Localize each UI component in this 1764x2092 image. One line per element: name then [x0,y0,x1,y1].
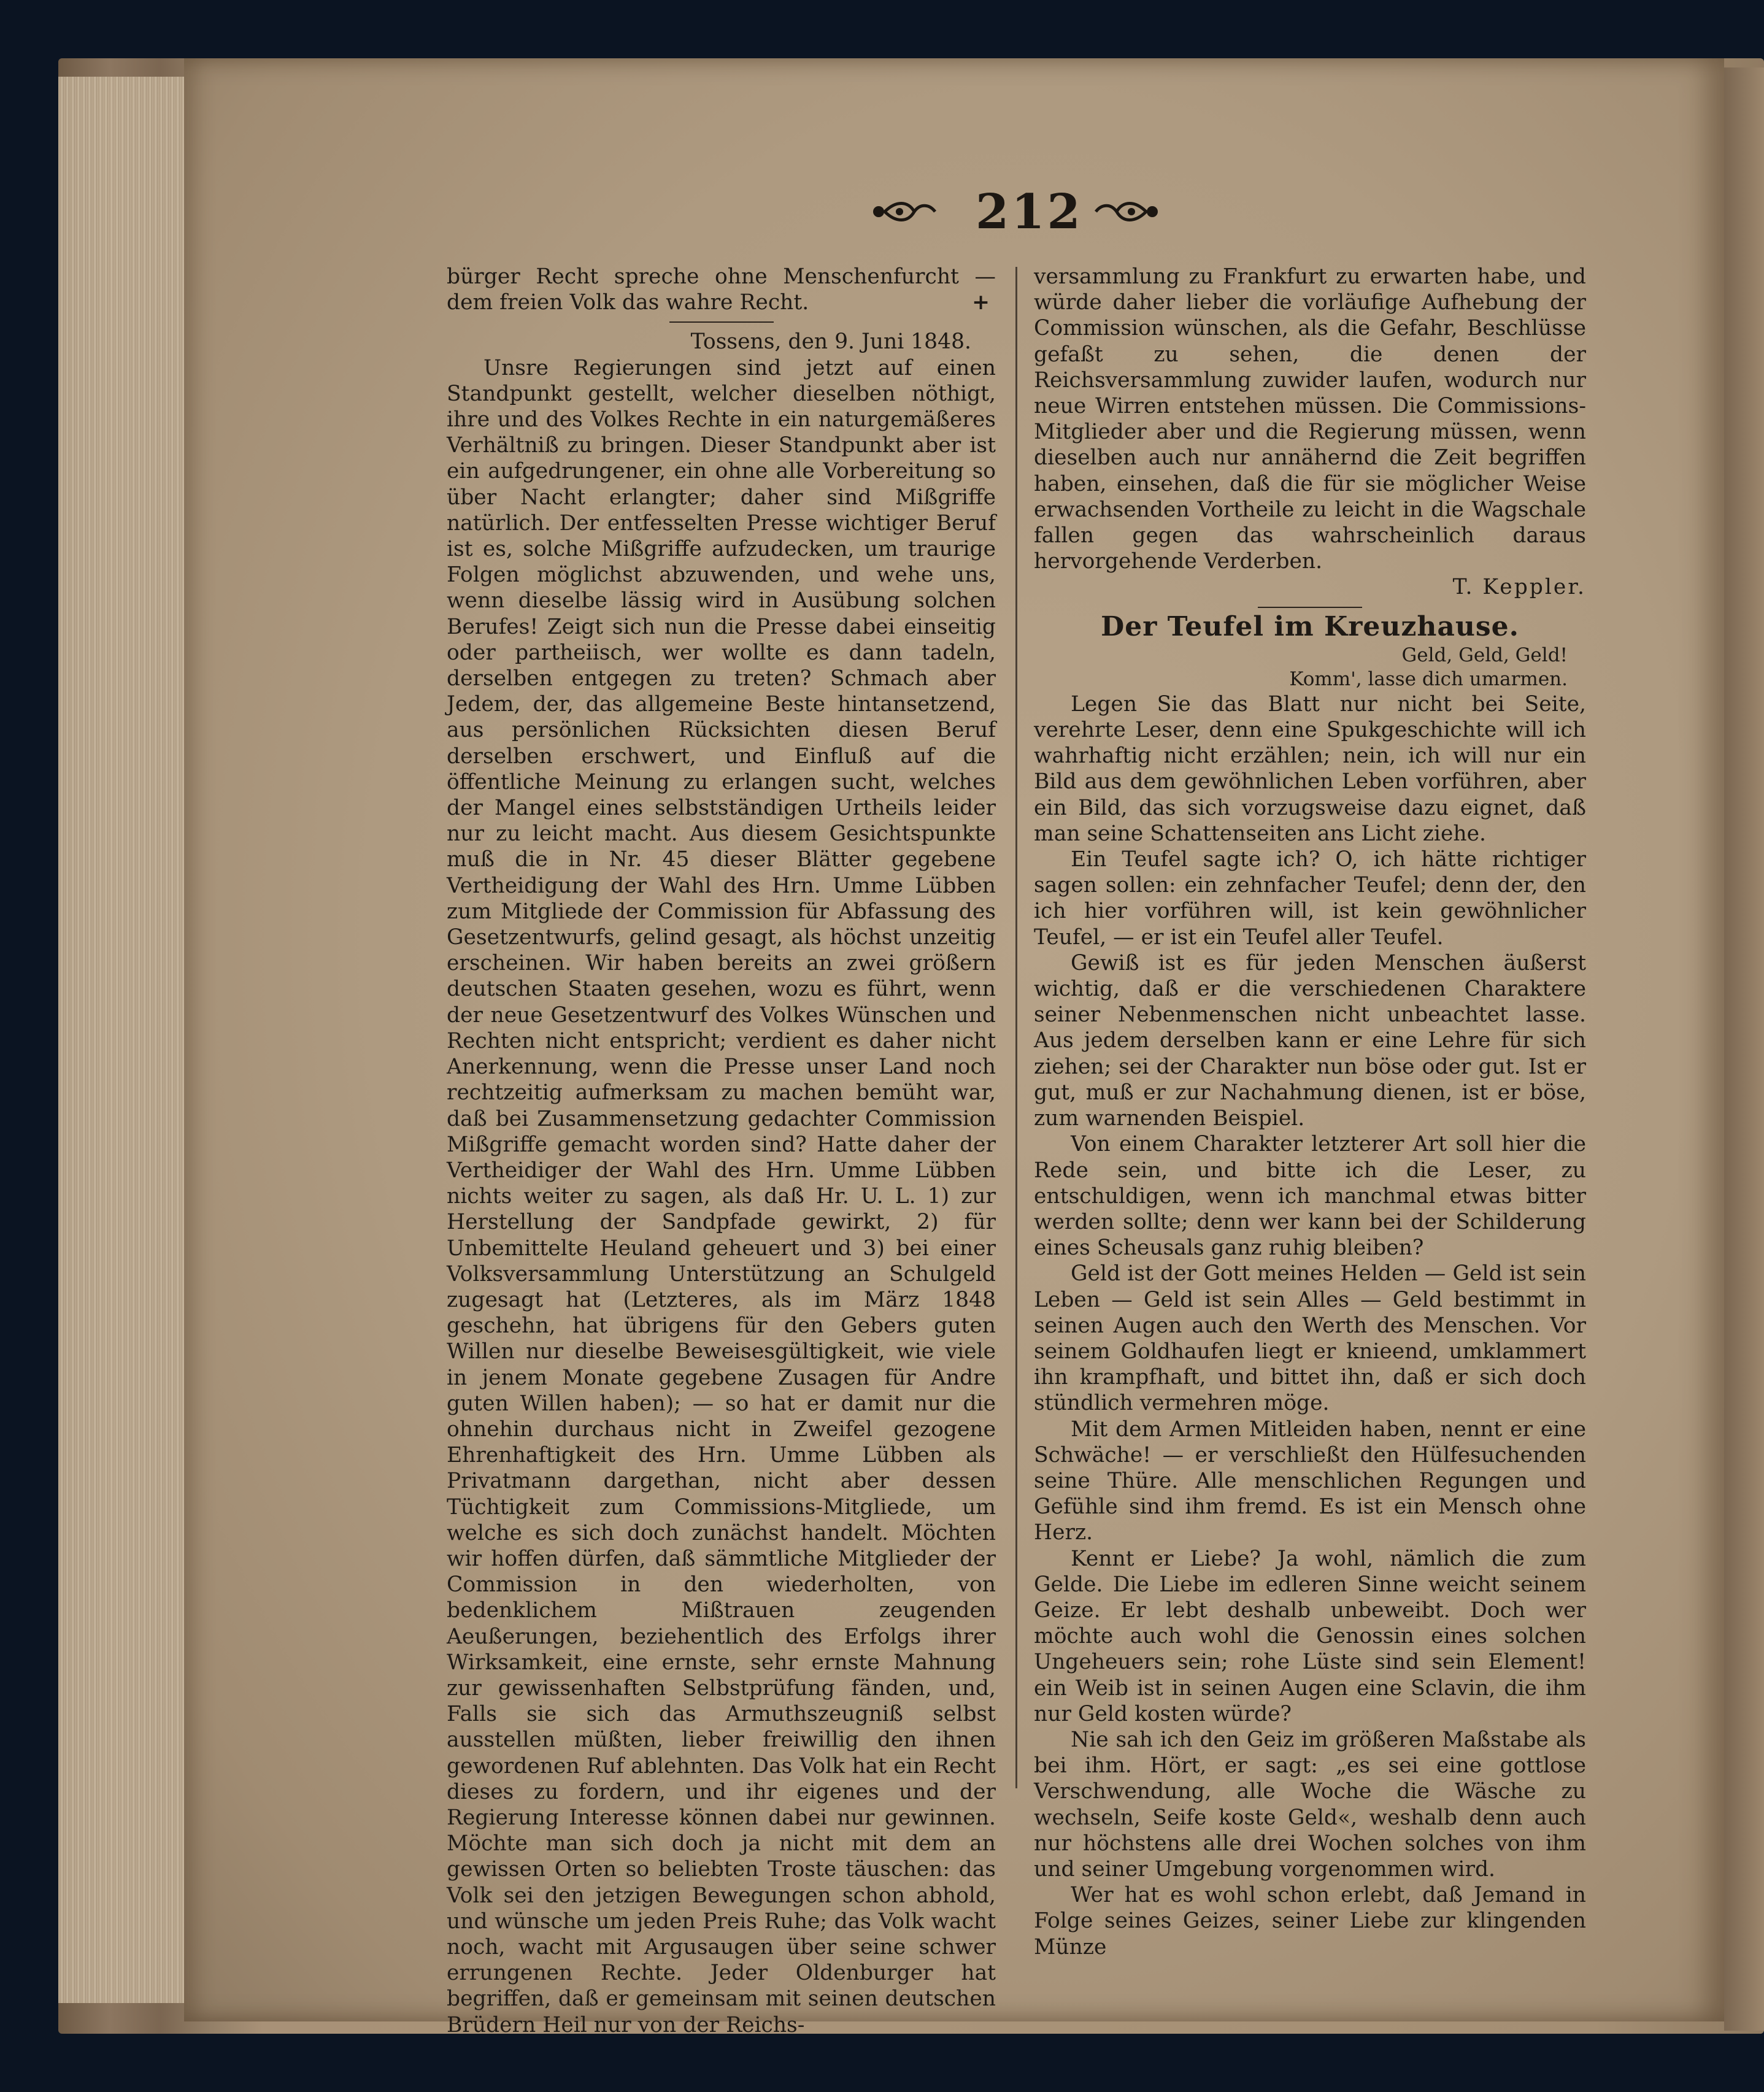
page-number: 212 [976,184,1083,240]
opening-text: bürger Recht spreche ohne Menschenfurcht — dem freien Volk das wahre Recht. [447,264,996,315]
article-paragraph: Legen Sie das Blatt nur nicht bei Seite, verehrte Leser, denn eine Spukgeschichte will ich wahrhaftig nicht erzählen; nein, ich will nur ein Bild aus dem gewöhnlichen Leben vorführen, aber ein Bild, das sich vorzugsweise dazu eignet, daß man seine Schattenseiten ans Licht ziehe. [1034,691,1586,846]
dateline: Tossens, den 9. Juni 1848. [690,329,971,355]
article-paragraph: Nie sah ich den Geiz im größeren Maßstabe als bei ihm. Hört, er sagt: „es sei eine gottlose Verschwendung, alle Woche die Wäsche zu wechseln, Seife koste Geld«, weshalb denn auch nur höchstens alle drei Wochen solches von ihm und seiner Umgebung vorgenommen wird. [1034,1727,1586,1882]
right-page-edge [1724,67,1764,2031]
left-opening-text [447,264,996,315]
left-ornament-icon [871,198,939,225]
right-continuation: versammlung zu Frankfurt zu erwarten habe, und würde daher lieber die vorläufige Aufhebung der Commission wünschen, als die Gefahr, Beschlüsse gefaßt zu sehen, die denen der Reichsversammlung zuwider laufen, wodurch nur neue Wirren entstehen müssen. Die Commissions-Mitglieder aber und die Regierung müssen, wenn dieselben auch nur annähernd die Zeit begriffen haben, einsehen, daß die für sie möglicher Weise erwachsenden Vortheile zu leicht in die Wagschale fallen gegen das wahrscheinlich daraus hervorgehende Verderben. [1034,264,1586,574]
right-column [1034,264,1586,1960]
article-paragraph: Gewiß ist es für jeden Menschen äußerst wichtig, daß er die verschiedenen Charaktere seiner Nebenmenschen nicht unbeachtet lasse. Aus jedem derselben kann er eine Lehre für sich ziehen; sei der Charakter nun böse oder gut. Ist er gut, muß er zur Nachahmung dienen, ist er böse, zum warnenden Beispiel. [1034,950,1586,1131]
article-paragraph: Ein Teufel sagte ich? O, ich hätte richtiger sagen sollen: ein zehnfacher Teufel; denn der, den ich hier vorführen will, ist kein gewöhnlicher Teufel, — er ist ein Teufel aller Teufel. [1034,847,1586,950]
motto-line-2: Komm', lasse dich umarmen. [1289,667,1568,690]
motto-line-1: Geld, Geld, Geld! [1401,644,1568,666]
separator-rule-2 [1258,607,1362,608]
article-paragraph: Kennt er Liebe? Ja wohl, nämlich die zum Gelde. Die Liebe im edleren Sinne weicht seinem Geize. Er lebt deshalb unbeweibt. Doch wer möchte auch wohl die Genossin eines solchen Ungeheuers sein; rohe Lüste sind sein Element! ein Weib ist in seinen Augen eine Sclavin, die ihm nur Geld kosten würde? [1034,1546,1586,1726]
article-paragraph: Geld ist der Gott meines Helden — Geld ist sein Leben — Geld ist sein Alles — Geld bestimmt in seinen Augen auch den Werth des Menschen. Vor seinem Goldhaufen liegt er knieend, umklammert ihn krampfhaft, und bittet ihn, daß er sich doch stündlich vermehren möge. [1034,1261,1586,1416]
author-signature: T. Keppler. [1452,575,1586,600]
right-ornament-icon [1092,198,1160,225]
article-paragraph: Wer hat es wohl schon erlebt, daß Jemand in Folge seines Geizes, seiner Liebe zur klingenden Münze [1034,1883,1586,1959]
page-edges [58,77,199,2003]
article-paragraph: Mit dem Armen Mitleiden haben, nennt er eine Schwäche! — er verschließt den Hülfesuchenden seine Thüre. Alle menschlichen Regungen und Gefühle sind ihm fremd. Es ist ein Mensch ohne Herz. [1034,1417,1586,1545]
cross-mark: + [972,290,990,315]
left-article-body: Unsre Regierungen sind jetzt auf einen Standpunkt gestellt, welcher dieselben nöthigt, ihre und des Volkes Rechte in ein naturgemäßeres Verhältniß zu bringen. Dieser Standpunkt aber ist ein aufgedrungener, ein ohne alle Vorbereitung so über Nacht erlangter; daher sind Mißgriffe natürlich. Der entfesselten Presse wichtiger Beruf ist es, solche Mißgriffe aufzudecken, um traurige Folgen möglichst abzuwenden, und wehe uns, wenn dieselbe lässig wird in Ausübung solchen Berufes! Zeigt sich nun die Presse dabei einseitig oder partheiisch, wer wollte es dann tadeln, derselben entgegen zu treten? Schmach aber Jedem, der, das allgemeine Beste hintansetzend, aus persönlichen Rücksichten diesen Beruf derselben erschwert, und Einfluß auf die öffentliche Meinung zu erlangen sucht, welches der Mangel eines selbstständigen Urtheils leider nur zu leicht macht. Aus diesem Gesichtspunkte muß die in Nr. 45 dieser Blätter gegebene Vertheidigung der Wahl des Hrn. Umme Lübben zum Mitgliede der Commission für Abfassung des Gesetzentwurfs, gelind gesagt, als höchst unzeitig erscheinen. Wir haben bereits an zwei größern deutschen Staaten gesehen, wozu es führt, wenn der neue Gesetzentwurf des Volkes Wünschen und Rechten nicht entspricht; verdient es daher nicht Anerkennung, wenn die Presse unser Land noch rechtzeitig aufmerksam zu machen bemüht war, daß bei Zusammensetzung gedachter Commission Mißgriffe gemacht worden sind? Hatte daher der Vertheidiger der Wahl des Hrn. Umme Lübben nichts weiter zu sagen, als daß Hr. U. L. 1) zur Herstellung der Sandpfade gewirkt, 2) für Unbemittelte Heuland geheuert und 3) bei einer Volksversammlung Unterstützung an Schulgeld zugesagt hat (Letzteres, als im März 1848 geschehn, hat übrigens für den Gebers guten Willen nur dieselbe Beweisesgültigkeit, wie viele in jenem Monate gegebene Zusagen für Andre guten Willen haben); — so hat er damit nur die ohnehin durchaus nicht in Zweifel gezogene Ehrenhaftigkeit des Hrn. Umme Lübben als Privatmann dargethan, nicht aber dessen Tüchtigkeit zum Commissions-Mitgliede, um welche es sich doch zunächst handelt. Möchten wir hoffen dürfen, daß sämmtliche Mitglieder der Commission in den wiederholten, von bedenklichem Mißtrauen zeugenden Aeußerungen, beziehentlich des Erfolgs ihrer Wirksamkeit, eine ernste, sehr ernste Mahnung zur gewissenhaften Selbstprüfung fänden, und, Falls sie sich das Armuthszeugniß selbst ausstellen müßten, lieber freiwillig den ihnen gewordenen Ruf ablehnten. Das Volk hat ein Recht dieses zu fordern, und ihr eigenes und der Regierung Interesse können dabei nur gewinnen. Möchte man sich doch ja nicht mit dem an gewissen Orten so beliebten Troste täuschen: das Volk sei den jetzigen Bewegungen schon abhold, und wünsche um jeden Preis Ruhe; das Volk wacht noch, wacht mit Argusaugen über seine schwer errungenen Rechte. Jeder Oldenburger hat begriffen, daß er gemeinsam mit seinen deutschen Brüdern Heil nur von der Reichs- [447,355,996,2037]
column-divider [1015,267,1017,1788]
separator-rule [669,321,774,323]
left-column [447,264,996,2038]
article-title: Der Teufel im Kreuzhause. [1101,610,1519,642]
article-paragraph: Von einem Charakter letzterer Art soll hier die Rede sein, und bitte ich die Leser, zu entschuldigen, wenn ich manchmal etwas bitter werden sollte; denn wer kann bei der Schilderung eines Scheusals ganz ruhig bleiben? [1034,1132,1586,1261]
